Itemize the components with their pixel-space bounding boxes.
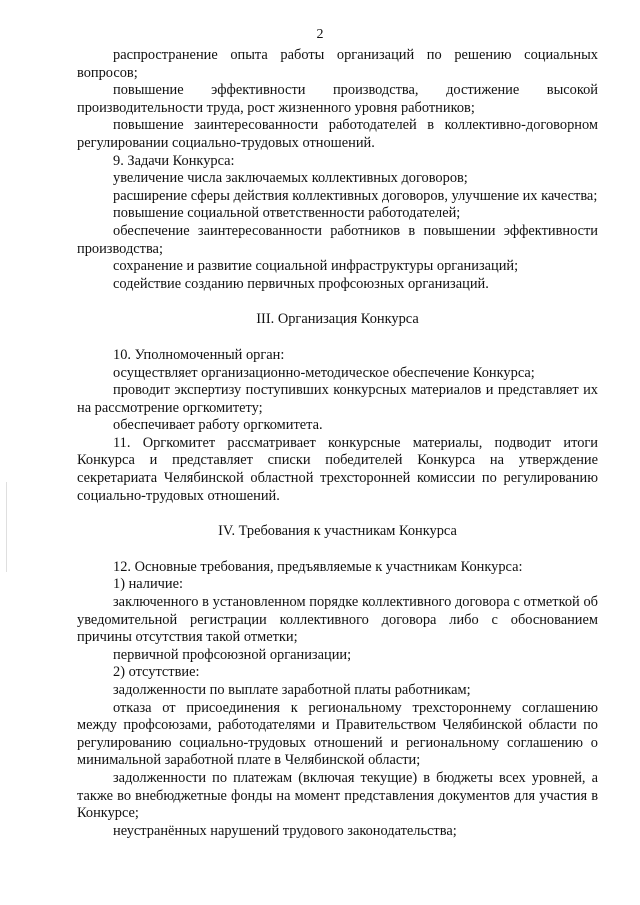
paragraph: 11. Оргкомитет рассматривает конкурсные материалы, подводит итоги Конкурса и представляет списки победителей Конкурса на утверждение секретариата Челябинской областной трехсторонней комиссии по регулированию социально-трудовых отношений. <box>77 434 598 504</box>
paragraph: задолженности по платежам (включая текущие) в бюджеты всех уровней, а также во внебюджетные фонды на момент представления документов для участия в Конкурсе; <box>77 769 598 822</box>
paragraph: 12. Основные требования, предъявляемые к участникам Конкурса: <box>113 558 523 575</box>
paragraph: 10. Уполномоченный орган: <box>113 346 285 363</box>
paragraph: задолженности по выплате заработной платы работникам; <box>113 682 471 698</box>
paragraph: 2) отсутствие: <box>113 664 200 681</box>
paragraph: 1) наличие: <box>113 576 184 593</box>
paragraph: отказа от присоединения к региональному трехстороннему соглашению между профсоюзами, работодателями и Правительством Челябинской области по регулированию социально-трудовых отношений и региональному соглашению о минимальной заработной плате в Челябинской области; <box>77 699 598 769</box>
page-number: 2 <box>316 27 324 42</box>
paragraph: распространение опыта работы организаций по решению социальных вопросов; <box>77 47 598 81</box>
section-heading-iii: III. Организация Конкурса <box>256 311 419 328</box>
paragraph: осуществляет организационно-методическое обеспечение Конкурса; <box>113 364 535 381</box>
document-body <box>77 47 598 840</box>
scan-edge-mark <box>6 482 7 572</box>
paragraph: сохранение и развитие социальной инфраструктуры организаций; <box>113 258 519 275</box>
paragraph: проводит экспертизу поступивших конкурсных материалов и представляет их на рассмотрение оргкомитету; <box>77 382 598 416</box>
paragraph: повышение эффективности производства, достижение высокой производительности труда, рост жизненного уровня работников; <box>77 82 598 116</box>
paragraph: обеспечение заинтересованности работников в повышении эффективности производства; <box>77 222 598 257</box>
paragraph: первичной профсоюзной организации; <box>113 646 352 663</box>
paragraph: повышение заинтересованности работодателей в коллективно-договорном регулировании социально-трудовых отношений. <box>77 117 598 151</box>
paragraph: обеспечивает работу оргкомитета. <box>113 417 323 434</box>
paragraph: 9. Задачи Конкурса: <box>113 152 235 169</box>
paragraph: расширение сферы действия коллективных договоров, улучшение их качества; <box>113 187 598 204</box>
paragraph: заключенного в установленном порядке коллективного договора с отметкой об уведомительной регистрации коллективного договора либо с обоснованием причины отсутствия такой отметки; <box>77 594 598 646</box>
paragraph: содействие созданию первичных профсоюзных организаций. <box>113 275 489 292</box>
section-heading-iv: IV. Требования к участникам Конкурса <box>218 523 457 540</box>
paragraph: неустранённых нарушений трудового законодательства; <box>113 822 457 839</box>
paragraph: увеличение числа заключаемых коллективных договоров; <box>113 170 468 187</box>
paragraph: повышение социальной ответственности работодателей; <box>113 205 461 222</box>
